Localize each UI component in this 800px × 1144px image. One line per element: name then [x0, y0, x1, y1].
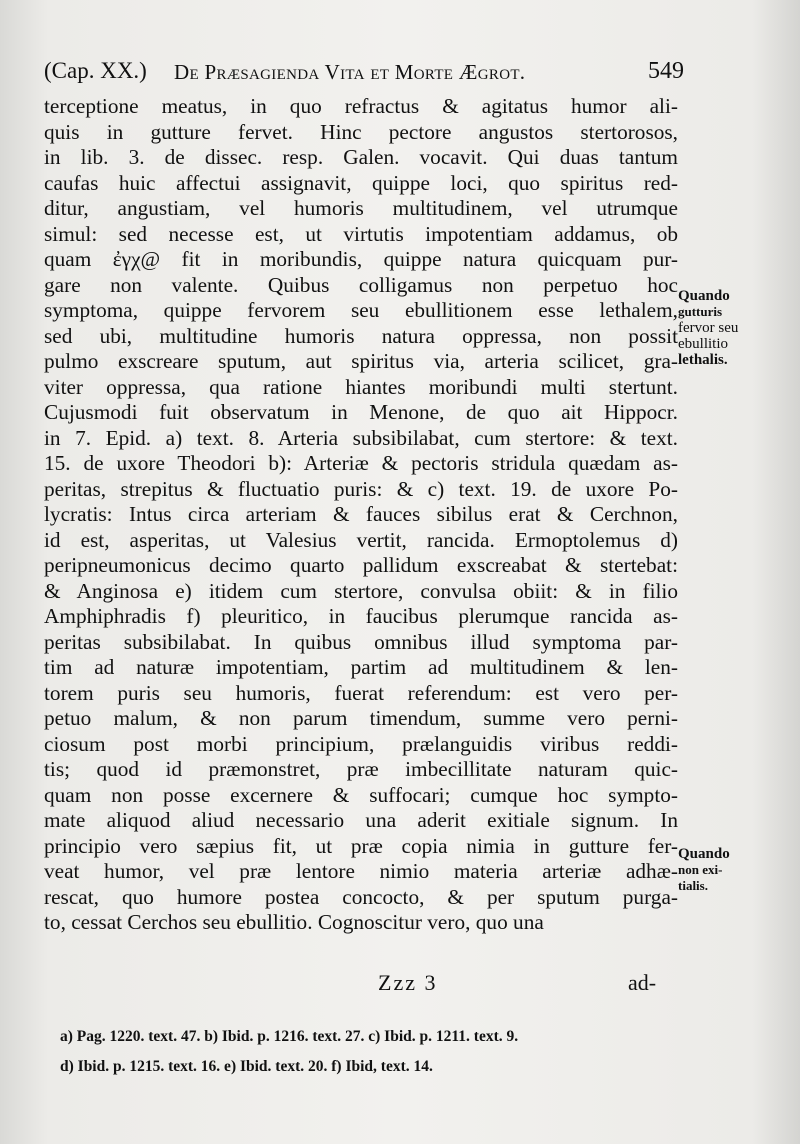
- margin-note-line: ebullitio: [678, 336, 728, 352]
- footnote-line: a) Pag. 1220. text. 47. b) Ibid. p. 1216. text. 27. c) Ibid. p. 1211. text. 9.: [60, 1028, 519, 1045]
- text-line: principio vero sæpius fit, ut præ copia nimia in gutture fer-: [44, 833, 678, 858]
- text-line: tis; quod id præmonstret, præ imbecillitate naturam quic-: [44, 757, 678, 781]
- text-line: pulmo exscreare sputum, aut spiritus via, arteria scilicet, gra-: [44, 349, 678, 373]
- text-line: in lib. 3. de dissec. resp. Galen. vocavit. Qui duas tantum: [44, 145, 678, 169]
- text-line: viter oppressa, qua ratione hiantes moribundi multi stertunt.: [44, 374, 678, 399]
- signature-mark: Zzz 3: [378, 970, 438, 995]
- margin-note-non-exitialis: [678, 846, 788, 894]
- running-header: [44, 58, 684, 92]
- text-line: lycratis: Intus circa arteriam & fauces sibilus erat & Cerchnon,: [44, 502, 678, 526]
- text-line: gare non valente. Quibus colligamus non perpetuo hoc: [44, 272, 678, 297]
- margin-note-line: lethalis.: [678, 352, 728, 368]
- text-line: in 7. Epid. a) text. 8. Arteria subsibilabat, cum stertore: & text.: [44, 425, 678, 450]
- margin-note-line: fervor seu: [678, 320, 739, 336]
- text-line: terceptione meatus, in quo refractus & agitatus humor ali-: [44, 94, 678, 118]
- text-line: torem puris seu humoris, fuerat referendum: est vero per-: [44, 680, 678, 705]
- text-line: peritas, strepitus & fluctuatio puris: & c) text. 19. de uxore Po-: [44, 476, 678, 501]
- text-line: symptoma, quippe fervorem seu ebullitionem esse lethalem,: [44, 298, 678, 322]
- text-line: 15. de uxore Theodori b): Arteriæ & pectoris stridula quædam as-: [44, 451, 678, 475]
- footnotes: [60, 1022, 700, 1082]
- text-line: veat humor, vel præ lentore nimio materia arteriæ adhæ-: [44, 859, 678, 883]
- text-line: simul: sed necesse est, ut virtutis impotentiam addamus, ob: [44, 221, 678, 246]
- text-line: Amphiphradis f) pleuritico, in faucibus plerumque rancida as-: [44, 604, 678, 628]
- text-line: mate aliquod aliud necessario una aderit exitiale signum. In: [44, 808, 678, 832]
- chapter-label: (Cap. XX.): [44, 58, 147, 83]
- margin-note-line: Quando: [678, 288, 730, 304]
- margin-note-line: Quando: [678, 846, 730, 862]
- text-line: to, cessat Cerchos seu ebullitio. Cognoscitur vero, quo una: [44, 910, 544, 934]
- text-line: peritas subsibilabat. In quibus omnibus illud symptoma par-: [44, 629, 678, 654]
- running-title: De Præsagienda Vita et Morte Ægrot.: [174, 60, 526, 84]
- text-line: Cujusmodi fuit observatum in Menone, de quo ait Hippocr.: [44, 400, 678, 424]
- text-line: quam ἐγχ@ fit in moribundis, quippe natura quicquam pur-: [44, 247, 678, 271]
- text-line: quis in gutture fervet. Hinc pectore angustos stertorosos,: [44, 119, 678, 144]
- text-line: quam non posse excernere & suffocari; cumque hoc sympto-: [44, 782, 678, 807]
- text-line: ciosum post morbi principium, prælanguidis viribus reddi-: [44, 731, 678, 756]
- text-line: peripneumonicus decimo quarto pallidum exscreabat & stertebat:: [44, 553, 678, 577]
- page-number: 549: [648, 58, 684, 84]
- catchword: ad-: [628, 970, 657, 995]
- text-line: id est, asperitas, ut Valesius vertit, rancida. Ermoptolemus d): [44, 527, 678, 552]
- margin-note-line: gutturis: [678, 304, 723, 319]
- text-line: & Anginosa e) itidem cum stertore, convulsa obiit: & in filio: [44, 578, 678, 603]
- margin-note-lethalis: [678, 288, 788, 368]
- margin-note-line: non exi-: [678, 862, 723, 877]
- text-line: ditur, angustiam, vel humoris multitudinem, vel utrumque: [44, 196, 678, 220]
- footnote-line: d) Ibid. p. 1215. text. 16. e) Ibid. text. 20. f) Ibid, text. 14.: [60, 1058, 433, 1075]
- text-line: petuo malum, & non parum timendum, summe vero perni-: [44, 706, 678, 730]
- text-line: rescat, quo humore postea concocto, & per sputum purga-: [44, 884, 678, 909]
- text-line: sed ubi, multitudine humoris natura oppressa, non possit: [44, 323, 678, 348]
- text-line: caufas huic affectui assignavit, quippe loci, quo spiritus red-: [44, 170, 678, 195]
- text-line: tim ad naturæ impotentiam, partim ad multitudinem & len-: [44, 655, 678, 679]
- margin-note-line: tialis.: [678, 878, 708, 893]
- main-text: [44, 94, 678, 936]
